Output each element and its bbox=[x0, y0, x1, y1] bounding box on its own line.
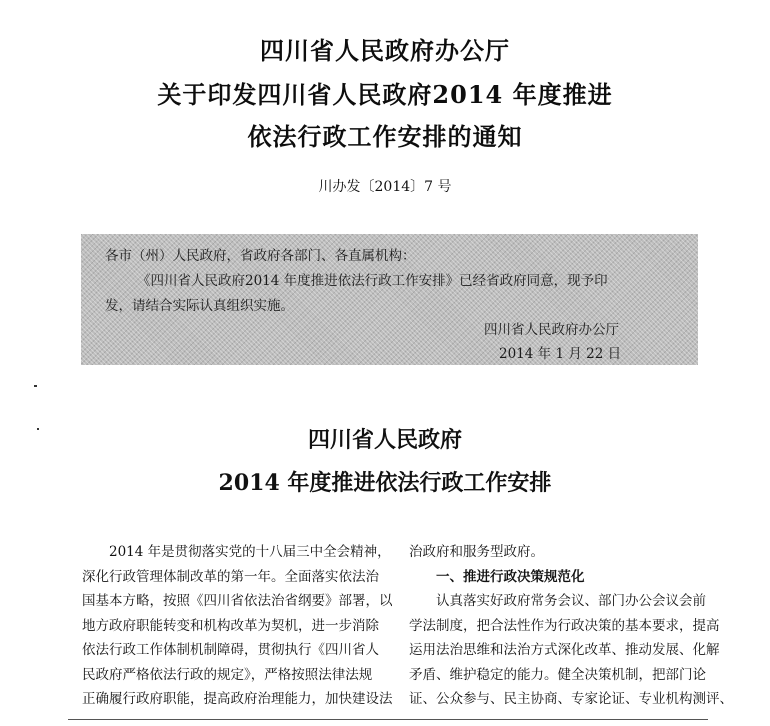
paragraph-line: 学法制度，把合法性作为行政决策的基本要求，提高 bbox=[409, 617, 720, 634]
paragraph-line: 认真落实好政府常务会议、部门办公会议会前 bbox=[436, 593, 706, 609]
notice-signature: 四川省人民政府办公厅 bbox=[484, 322, 619, 338]
notice-title-line-3: 依法行政工作安排的通知 bbox=[247, 122, 523, 151]
right-column bbox=[409, 540, 733, 712]
section-title-line-1: 四川省人民政府 bbox=[307, 427, 462, 453]
scan-speck bbox=[34, 385, 37, 387]
notice-title-line-1: 四川省人民政府办公厅 bbox=[260, 36, 510, 65]
notice-addressee: 各市（州）人民政府，省政府各部门、各直属机构： bbox=[105, 248, 416, 264]
paragraph-line: 矛盾、维护稳定的能力。健全决策机制，把部门论 bbox=[409, 666, 706, 683]
section-title-line-2: 2014 年度推进依法行政工作安排 bbox=[218, 470, 552, 496]
paragraph-line: 2014 年是贯彻落实党的十八届三中全会精神， bbox=[109, 544, 391, 560]
footer-rule bbox=[68, 719, 708, 720]
left-column bbox=[82, 540, 393, 712]
paragraph-line: 证、公众参与、民主协商、专家论证、专业机构测评、 bbox=[409, 691, 733, 707]
paragraph-line: 治政府和服务型政府。 bbox=[409, 544, 544, 560]
notice-title-line-2: 关于印发四川省人民政府2014 年度推进 bbox=[157, 80, 613, 109]
paragraph-line: 国基本方略，按照《四川省依法治省纲要》部署，以 bbox=[82, 593, 393, 609]
notice-body-line-2: 发，请结合实际认真组织实施。 bbox=[105, 298, 294, 314]
notice-date: 2014 年 1 月 22 日 bbox=[499, 346, 622, 362]
section-heading: 一、推进行政决策规范化 bbox=[436, 568, 585, 585]
paragraph-line: 运用法治思维和法治方式深化改革、推动发展、化解 bbox=[409, 642, 720, 658]
notice-box bbox=[81, 234, 698, 365]
paragraph-line: 民政府严格依法行政的规定》，严格按照法律法规 bbox=[82, 666, 373, 683]
notice-body-line-1: 《四川省人民政府2014 年度推进依法行政工作安排》已经省政府同意，现予印 bbox=[137, 273, 608, 289]
paragraph-line: 地方政府职能转变和机构改革为契机，进一步消除 bbox=[82, 617, 379, 634]
paragraph-line: 正确履行政府职能，提高政府治理能力，加快建设法 bbox=[82, 691, 393, 707]
paragraph-line: 依法行政工作体制机制障碍，贯彻执行《四川省人 bbox=[82, 642, 379, 658]
paragraph-line: 深化行政管理体制改革的第一年。全面落实依法治 bbox=[82, 568, 379, 585]
document-number: 川办发〔2014〕7 号 bbox=[318, 179, 452, 195]
